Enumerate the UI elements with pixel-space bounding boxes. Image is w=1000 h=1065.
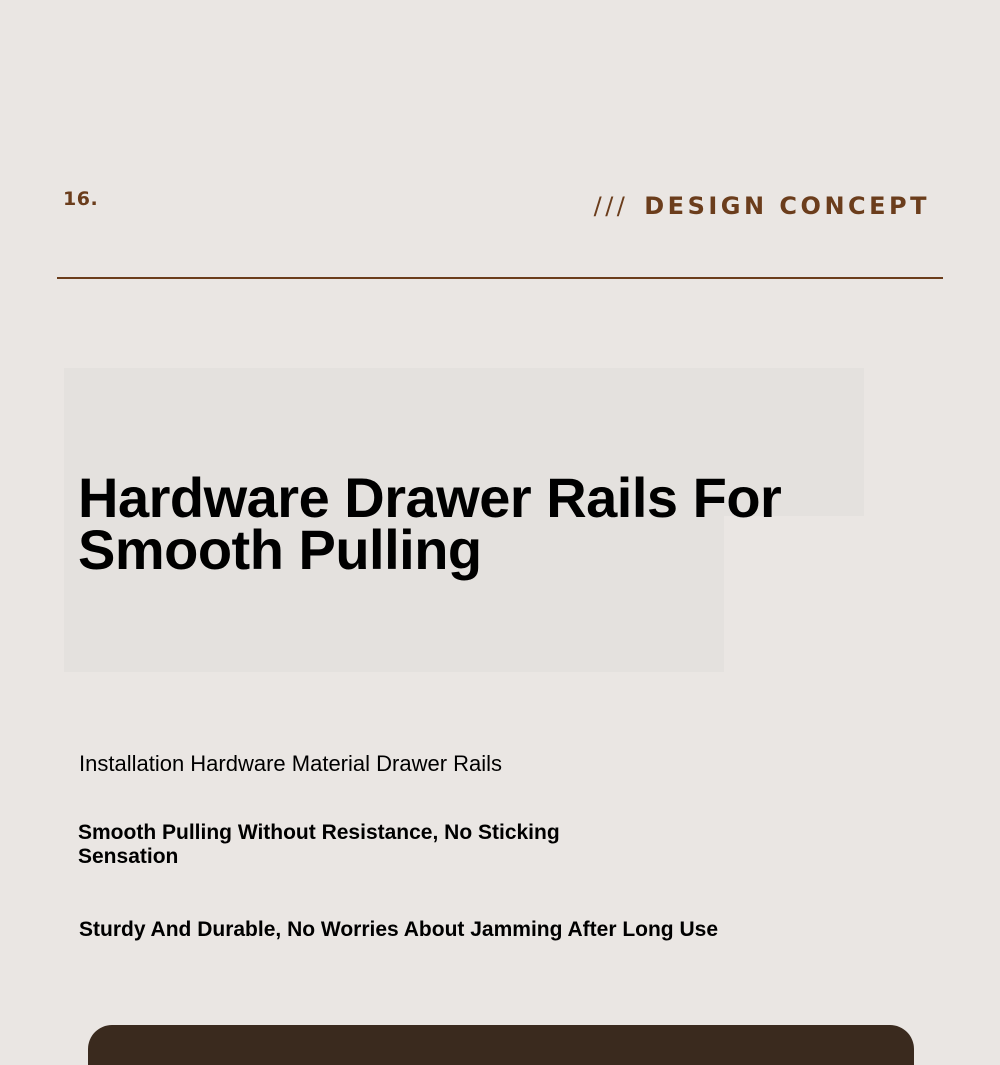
page-headline: Hardware Drawer Rails For Smooth Pulling bbox=[78, 466, 782, 581]
section-title: DESIGN CONCEPT bbox=[644, 192, 930, 220]
header-divider bbox=[57, 277, 943, 279]
feature-durability: Sturdy And Durable, No Worries About Jamming After Long Use bbox=[79, 918, 718, 941]
product-subtitle: Installation Hardware Material Drawer Rails bbox=[79, 751, 503, 776]
feature-smooth-pulling: Smooth Pulling Without Resistance, No Sticking Sensation bbox=[78, 821, 560, 868]
section-label bbox=[594, 192, 930, 220]
product-image-edge bbox=[88, 1025, 914, 1065]
section-slashes: /// bbox=[593, 192, 629, 220]
page-number: 16. bbox=[63, 188, 99, 210]
